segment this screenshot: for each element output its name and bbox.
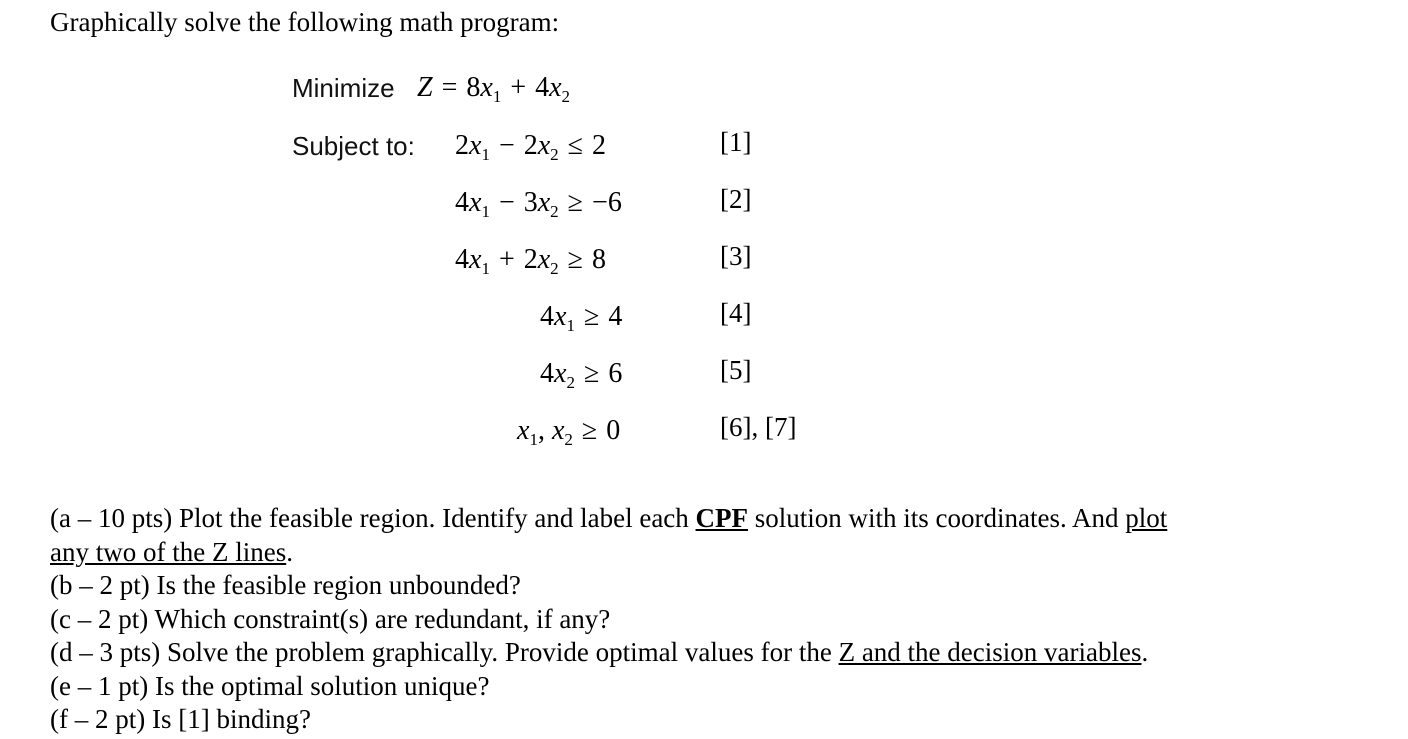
- constraint-1-tag: [1]: [720, 127, 752, 157]
- subject-to-label: Subject to:: [292, 131, 415, 161]
- question-c: (c – 2 pt) Which constraint(s) are redundant, if any?: [50, 603, 611, 634]
- constraint-5-tag: [5]: [720, 355, 752, 385]
- constraint-1: $2x_1 - 2x_2 \le 2$: [455, 130, 607, 164]
- question-a-line-1: (a – 10 pts) Plot the feasible region. Identify and label each CPF solution with its coordinates. And plot: [50, 503, 1168, 533]
- constraint-3-tag: [3]: [720, 241, 752, 271]
- page-heading: Graphically solve the following math program:: [50, 7, 560, 37]
- constraint-4-tag: [4]: [720, 298, 752, 328]
- question-f: (f – 2 pt) Is [1] binding?: [50, 704, 311, 734]
- cpf-term: CPF: [695, 503, 749, 533]
- constraint-5: $4x_2 \ge 6$: [540, 358, 623, 392]
- constraint-6-7-tag: [6], [7]: [720, 412, 797, 442]
- questions: [50, 502, 1370, 737]
- objective-function: $Z = 8x_1 + 4x_2$: [417, 72, 571, 106]
- objective-label: Minimize: [292, 73, 395, 103]
- constraint-6-7: $x_1$, $x_2 \ge 0$: [517, 415, 621, 449]
- constraint-2: $4x_1 - 3x_2 \ge -6$: [455, 187, 622, 221]
- constraint-4: $4x_1 \ge 4$: [540, 301, 623, 335]
- question-a-line-2: any two of the Z lines.: [50, 536, 293, 567]
- constraint-2-tag: [2]: [720, 184, 752, 214]
- question-e: (e – 1 pt) Is the optimal solution unique?: [50, 670, 490, 701]
- question-b: (b – 2 pt) Is the feasible region unbounded?: [50, 570, 521, 600]
- question-d: (d – 3 pts) Solve the problem graphically. Provide optimal values for the Z and the decision variables.: [50, 637, 1149, 667]
- constraint-3: $4x_1 + 2x_2 \ge 8$: [455, 244, 607, 278]
